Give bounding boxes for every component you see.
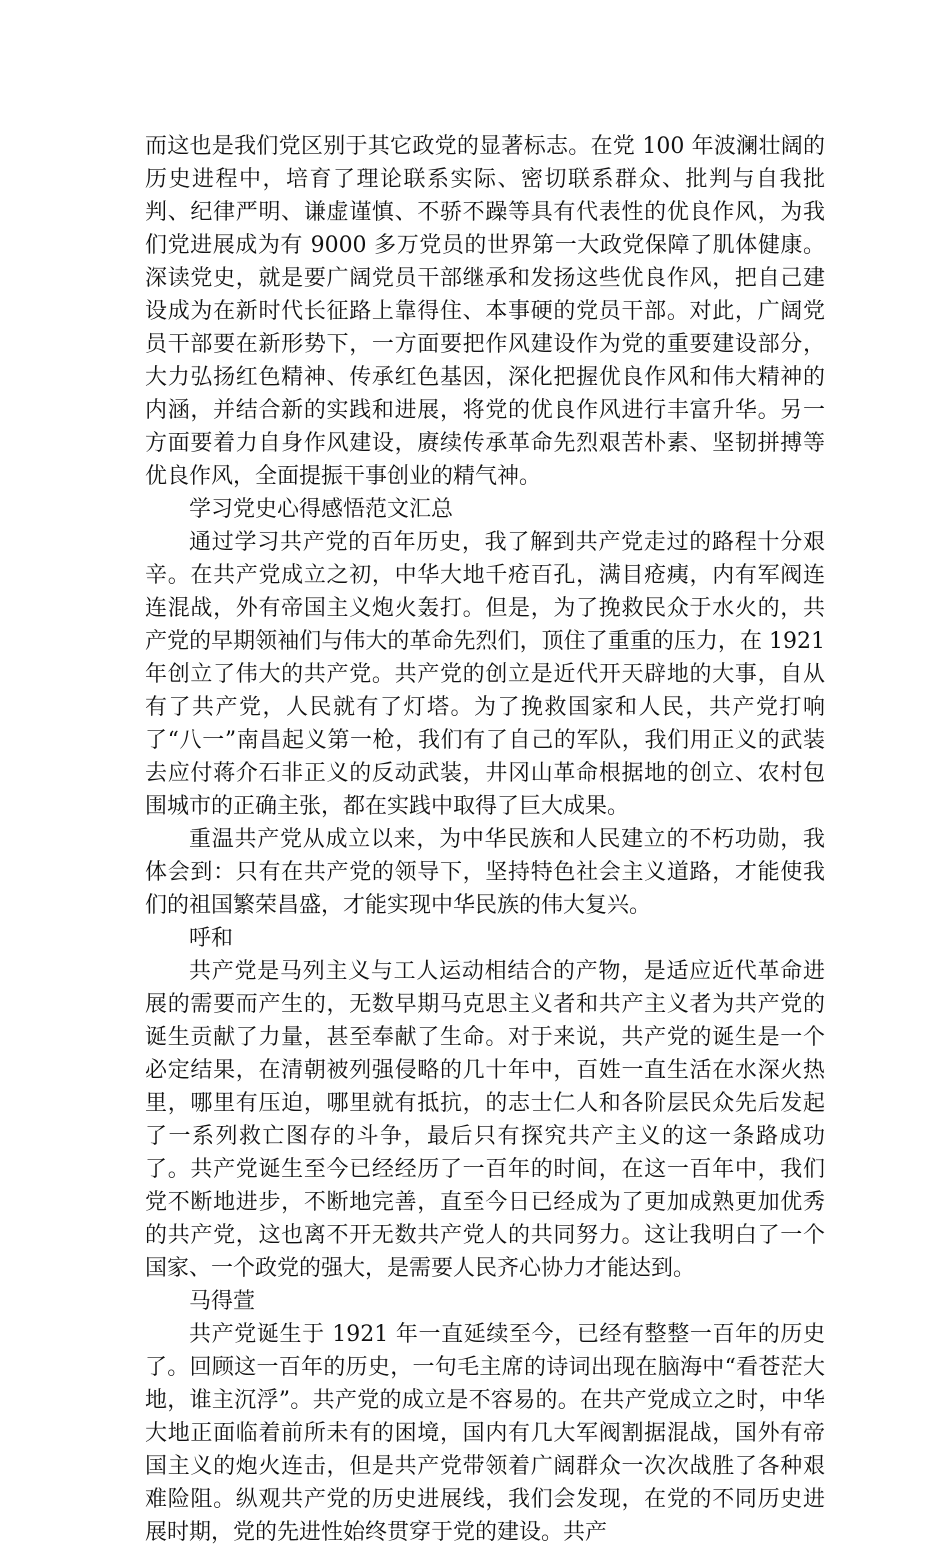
document-page [145,130,825,1549]
paragraph-intro: 而这也是我们党区别于其它政党的显著标志。在党 100 年波澜壮阔的历史进程中，培育了理论联系实际、密切联系群众、批判与自我批判、纪律严明、谦虚谨慎、不骄不躁等具有代表性的优良作风，为我们党进展成为有 9000 多万党员的世界第一大政党保障了肌体健康。深读党史，就是要广阔党员干部继承和发扬这些优良作风，把自己建设成为在新时代长征路上靠得住、本事硬的党员干部。对此，广阔党员干部要在新形势下，一方面要把作风建设作为党的重要建设部分，大力弘扬红色精神、传承红色基因，深化把握优良作风和伟大精神的内涵，并结合新的实践和进展，将党的优良作风进行丰富升华。另一方面要着力自身作风建设，赓续传承革命先烈艰苦朴素、坚韧拼搏等优良作风，全面提振干事创业的精气神。 [145,134,825,489]
paragraph-history: 通过学习共产党的百年历史，我了解到共产党走过的路程十分艰辛。在共产党成立之初，中华大地千疮百孔，满目疮痍，内有军阀连连混战，外有帝国主义炮火轰打。但是，为了挽救民众于水火的，共产党的早期领袖们与伟大的革命先烈们，顶住了重重的压力，在 1921 年创立了伟大的共产党。共产党的创立是近代开天辟地的大事，自从有了共产党，人民就有了灯塔。为了挽救国家和人民，共产党打响了“八一”南昌起义第一枪，我们有了自己的军队，我们用正义的武装去应付蒋介石非正义的反动武装，井冈山革命根据地的创立、农村包围城市的正确主张，都在实践中取得了巨大成果。 [145,530,825,819]
paragraph-madexuan-essay: 共产党诞生于 1921 年一直延续至今，已经有整整一百年的历史了。回顾这一百年的历史，一句毛主席的诗词出现在脑海中“看苍茫大地，谁主沉浮”。共产党的成立是不容易的。在共产党成立之时，中华大地正面临着前所未有的困境，国内有几大军阀割据混战，国外有帝国主义的炮火连击，但是共产党带领着广阔群众一次次战胜了各种艰难险阻。纵观共产党的历史进展线，我们会发现，在党的不同历史进展时期，党的先进性始终贯穿于党的建设。共产 [145,1322,825,1545]
author-name-huhe: 呼和 [189,926,234,951]
paragraph-reflection: 重温共产党从成立以来，为中华民族和人民建立的不朽功勋，我体会到：只有在共产党的领导下，坚持特色社会主义道路，才能使我们的祖国繁荣昌盛，才能实现中华民族的伟大复兴。 [145,827,825,918]
section-heading-title: 学习党史心得感悟范文汇总 [189,497,454,522]
author-name-madexuan: 马得萱 [189,1289,256,1314]
paragraph-huhe-essay: 共产党是马列主义与工人运动相结合的产物，是适应近代革命进展的需要而产生的，无数早期马克思主义者和共产主义者为共产党的诞生贡献了力量，甚至奉献了生命。对于来说，共产党的诞生是一个必定结果，在清朝被列强侵略的几十年中，百姓一直生活在水深火热里，哪里有压迫，哪里就有抵抗，的志士仁人和各阶层民众先后发起了一系列救亡图存的斗争，最后只有探究共产主义的这一条路成功了。共产党诞生至今已经经历了一百年的时间，在这一百年中，我们党不断地进步，不断地完善，直至今日已经成为了更加成熟更加优秀的共产党，这也离不开无数共产党人的共同努力。这让我明白了一个国家、一个政党的强大，是需要人民齐心协力才能达到。 [145,959,825,1281]
